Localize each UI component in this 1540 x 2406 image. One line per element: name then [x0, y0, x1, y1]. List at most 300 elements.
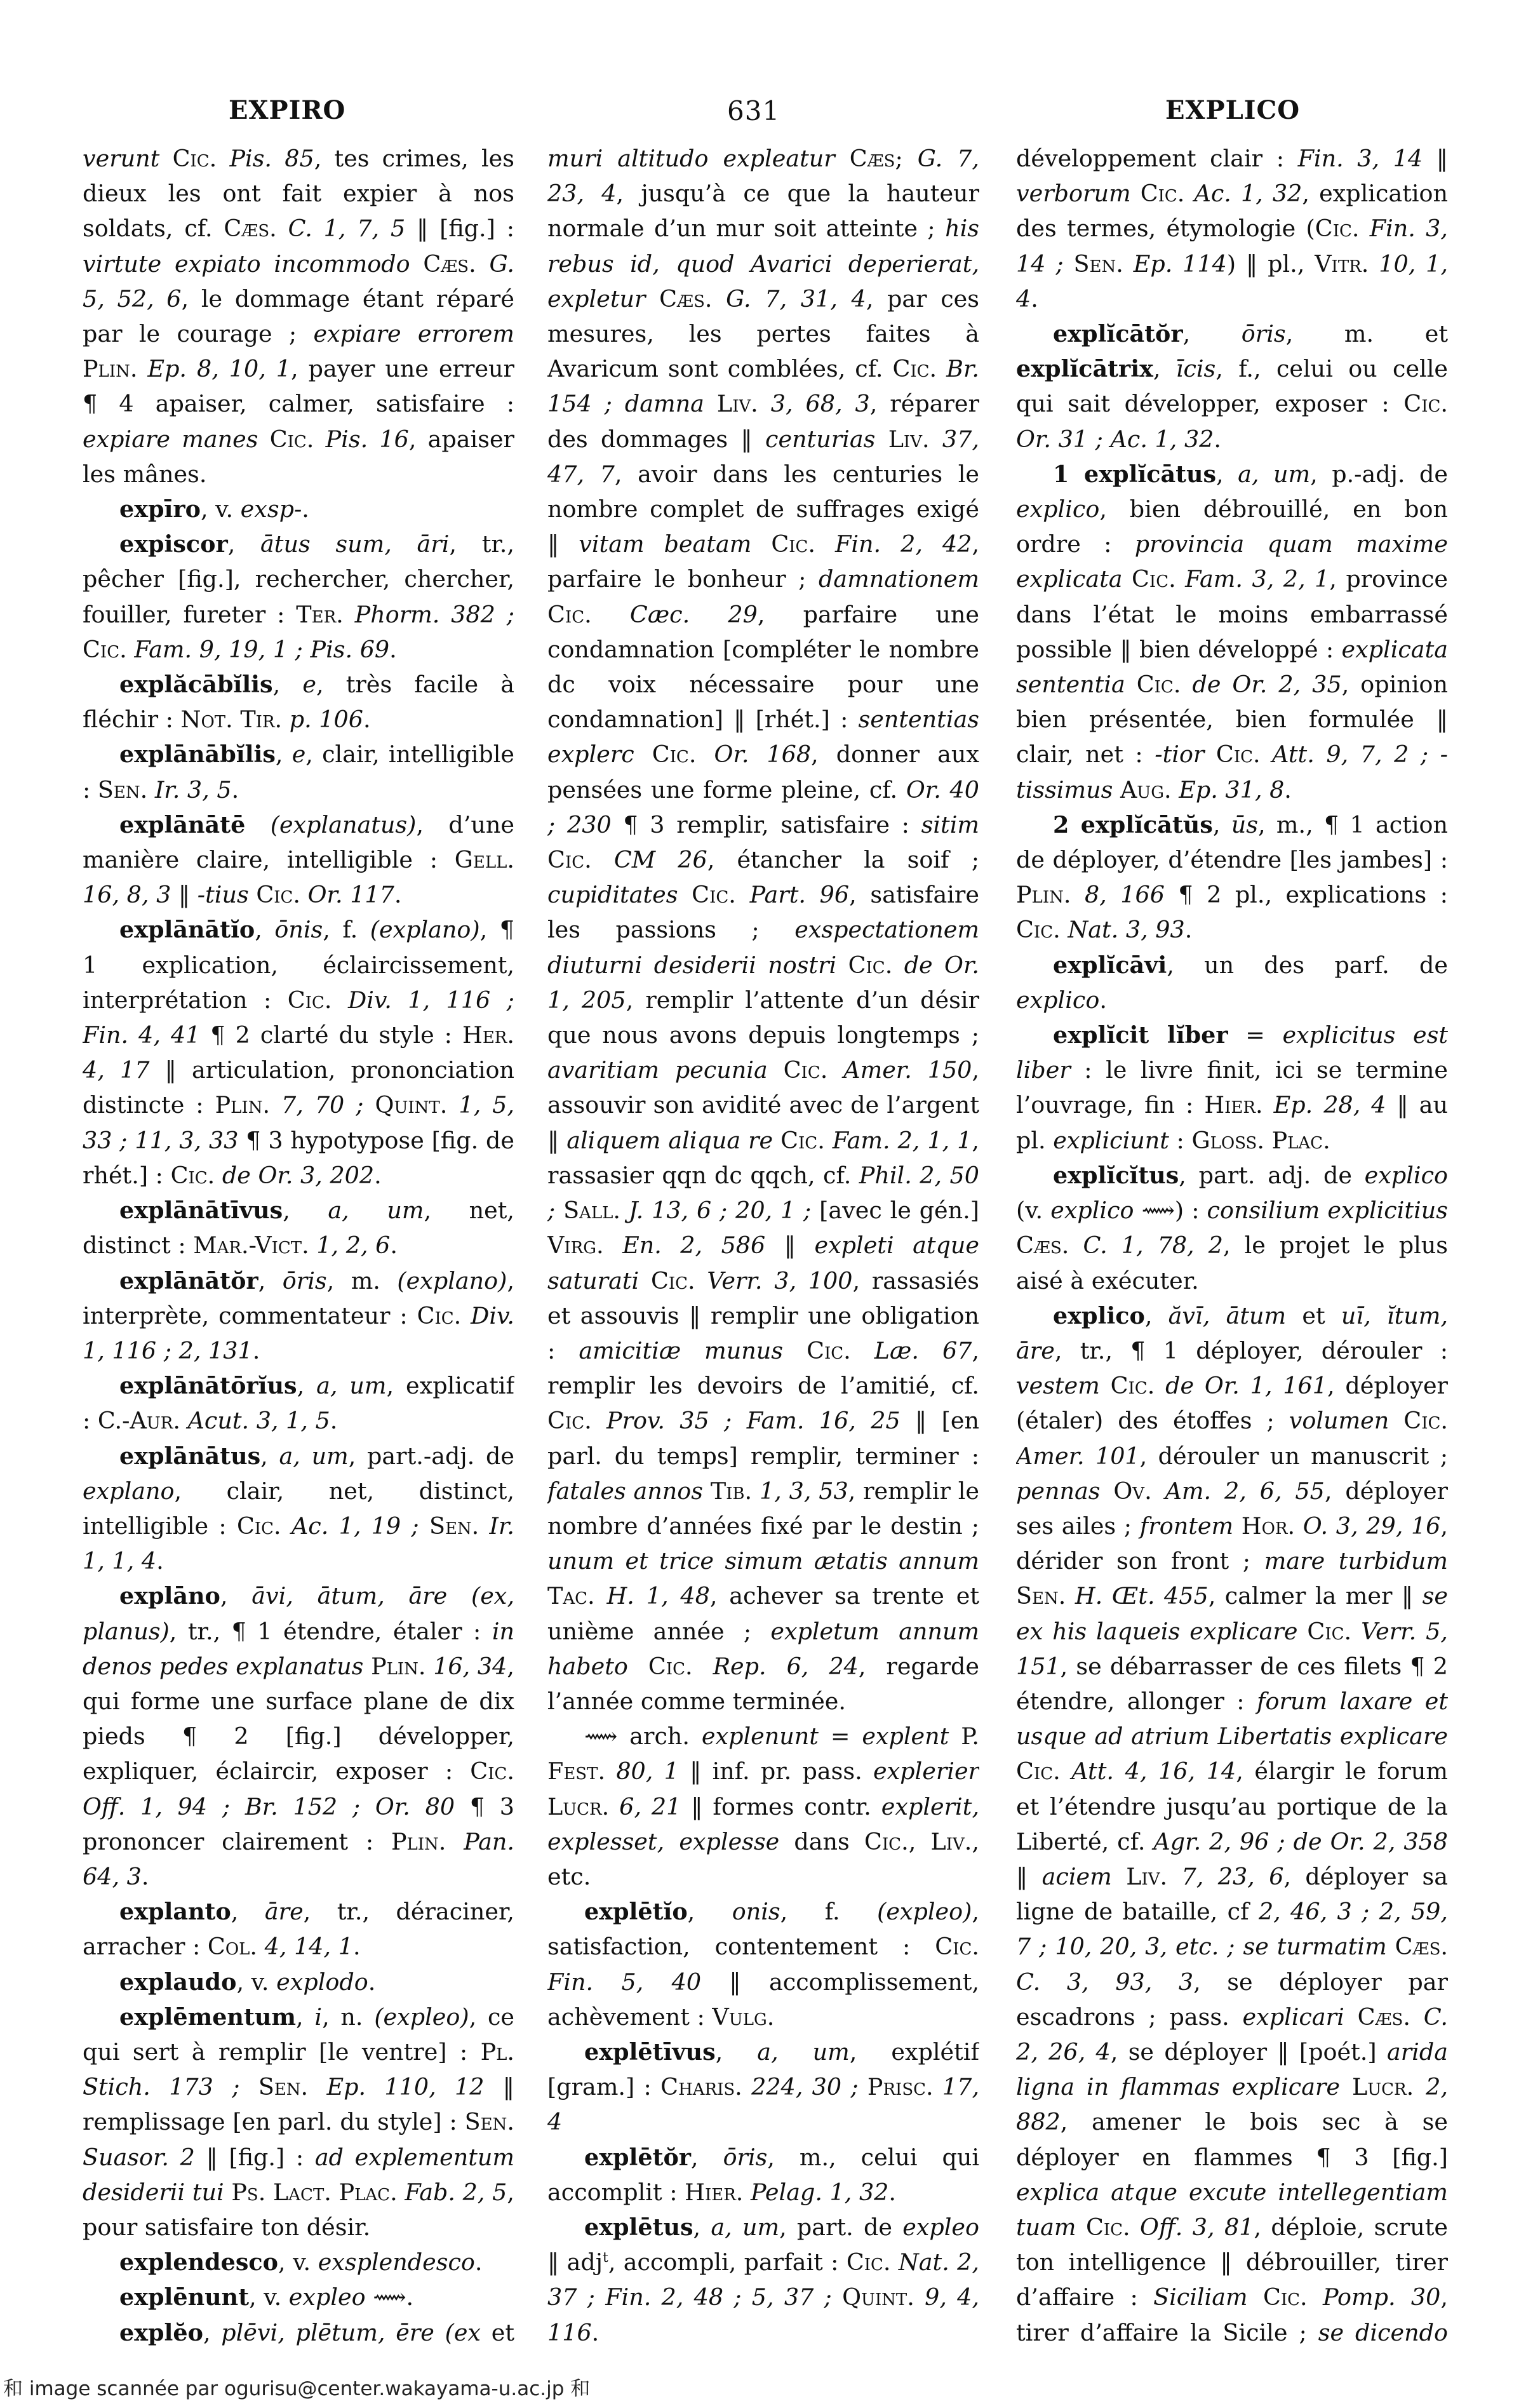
italic-text: 9, 4, 116 [547, 2283, 979, 2346]
headword: explānātīvus [119, 1197, 283, 1225]
entry-text [1340, 2073, 1352, 2100]
entry-text: , élargir le forum et l’étendre jusqu’au portique de la Liberté, cf. [1016, 1757, 1448, 1855]
entry-text: ) ‖ pl., [1226, 250, 1315, 278]
author-abbrev: Vitr. [1315, 250, 1369, 278]
entry-text: et [1286, 1301, 1341, 1329]
italic-text: expiare manes [83, 425, 258, 453]
author-abbrev: Cic. [848, 951, 893, 979]
entry-text [1389, 1407, 1403, 1434]
entry-text: , [220, 1582, 252, 1610]
author-abbrev: Cic. [1110, 1372, 1155, 1400]
italic-text: Suasor. 2 [83, 2143, 195, 2171]
italic-text: ūs [1231, 810, 1258, 838]
entry-text: , [272, 671, 303, 699]
entry-text: , part. de [779, 2213, 903, 2241]
running-head-right: EXPLICO [1165, 95, 1301, 125]
entry-text [758, 390, 771, 417]
author-abbrev: C.-Aur. [97, 1407, 180, 1435]
italic-text: explano [83, 1477, 175, 1505]
author-abbrev: Lucr. [1351, 2073, 1414, 2101]
author-abbrev: Cic. [935, 1933, 979, 1961]
italic-text: C. 1, 7, 5 [288, 215, 406, 243]
entry-text: , déployer sa ligne de bataille, cf [1016, 1862, 1448, 1926]
entry-text: , [1153, 355, 1176, 383]
entry-text [645, 285, 659, 313]
author-abbrev: P. Fest. [547, 1723, 979, 1785]
italic-text: Fin. 3, 14 [1297, 145, 1423, 172]
author-abbrev: Cæs. [1357, 2003, 1410, 2031]
entry-text [461, 1302, 471, 1329]
italic-text: Pis. 85 [229, 145, 314, 172]
entry-text [736, 881, 750, 908]
entry-text [703, 1477, 711, 1505]
entry-text [1233, 1512, 1242, 1540]
entry-text: dans [779, 1827, 864, 1855]
entry-text: ‖ inf. pr. pass. [678, 1757, 873, 1785]
italic-text: 7, 23, 6 [1181, 1862, 1284, 1890]
italic-text: āre [264, 1898, 304, 1926]
dictionary-entry [83, 1965, 514, 1999]
author-abbrev: Mar.-Vict. [193, 1232, 309, 1260]
dictionary-entry [1016, 807, 1448, 948]
italic-text: Or. 168 [714, 741, 812, 769]
entry-text: , un des parf. de [1167, 951, 1448, 979]
author-abbrev: Plin. [1016, 881, 1071, 909]
entry-text: , bien débrouillé, en bon ordre : [1016, 495, 1448, 558]
italic-text: C. 3, 93, 3 [1016, 1968, 1194, 1996]
entry-text: ¶ 2 pl., explications : [1164, 881, 1448, 909]
entry-text: , se déployer ‖ [poét.] [1110, 2038, 1387, 2066]
entry-text: , regarde l’année comme terminée. [547, 1652, 979, 1715]
entry-text: , m., celui qui accomplit : [547, 2143, 979, 2206]
author-abbrev: Plin. [371, 1652, 426, 1680]
entry-text: , par ces mesures, les pertes faites à Avaricum sont comblées, cf. [547, 285, 979, 383]
italic-text: fatales annos [547, 1477, 703, 1505]
entry-text: , [283, 1197, 328, 1225]
entry-text: , le projet le plus aisé à exécuter. [1016, 1232, 1448, 1294]
entry-text: , [260, 1442, 279, 1470]
entry-text [270, 1091, 281, 1119]
headword: 2 explĭcātŭs [1053, 810, 1213, 838]
italic-text: explicari [1242, 2003, 1344, 2031]
author-abbrev: Charis. [660, 2073, 742, 2101]
dictionary-entry [1016, 316, 1448, 457]
entry-text: . [352, 1933, 361, 1961]
author-abbrev: Hier. [685, 2178, 744, 2206]
entry-text [159, 145, 172, 172]
author-abbrev: Cic. [652, 741, 697, 769]
author-abbrev: Not. Tir. [180, 706, 283, 734]
entry-text: , achever sa trente et unième année ; [547, 1582, 979, 1645]
entry-text [446, 1828, 464, 1855]
author-abbrev: Her. [462, 1021, 514, 1049]
italic-text: 10, 1, 4 [1016, 250, 1448, 313]
italic-text: consilium explicitius [1207, 1197, 1448, 1225]
entry-text [851, 1337, 874, 1364]
author-abbrev: Cic. [269, 425, 314, 453]
italic-text: a, um [316, 1372, 387, 1400]
dictionary-entry [547, 1894, 979, 2034]
entry-text: , tirer d’affaire la Sicile ; [1016, 2283, 1448, 2346]
italic-text: expleo [902, 2213, 979, 2241]
italic-text: explico [1016, 986, 1100, 1014]
entry-text: , [203, 2318, 222, 2346]
entry-text: , [231, 1898, 265, 1926]
entry-text: , clair, net, distinct, intelligible : [83, 1477, 514, 1540]
italic-text: expliciunt [1053, 1126, 1169, 1154]
entry-text [410, 250, 424, 278]
entry-text: . [1284, 776, 1292, 803]
entry-text [282, 706, 290, 733]
entry-text [137, 355, 147, 382]
entry-text: ‖ [1423, 145, 1448, 172]
entry-text [903, 145, 918, 172]
dictionary-entry [83, 527, 514, 667]
italic-text: 17, 4 [547, 2073, 979, 2136]
entry-text [180, 1407, 188, 1434]
italic-text: Ep. 31, 8 [1179, 776, 1285, 803]
dictionary-column-3 [1016, 141, 1448, 2351]
italic-text: e [291, 741, 306, 769]
italic-text: (explanatus) [270, 810, 417, 838]
headword: explanto [119, 1898, 231, 1926]
author-abbrev: Cæs. [224, 215, 277, 243]
author-abbrev: Cic. [547, 846, 592, 874]
entry-text [1123, 250, 1134, 278]
author-abbrev: Cic. [650, 1267, 695, 1294]
headword: explĭcātrix [1016, 355, 1153, 383]
italic-text: Or. 117 [307, 881, 394, 909]
italic-text: his rebus id, quod Avarici deperierat, expletur [547, 215, 979, 313]
author-abbrev: Sen. [1016, 1582, 1066, 1610]
entry-text: . [1214, 425, 1221, 453]
italic-text: ōris [282, 1267, 327, 1294]
author-abbrev: Cic. [1085, 2213, 1130, 2241]
italic-text: muri altitudo expleatur [547, 145, 835, 172]
italic-text: Verr. 5, 151 [1016, 1617, 1448, 1680]
italic-text: expiare errorem [313, 320, 514, 348]
italic-text: Part. 96 [749, 881, 850, 909]
author-abbrev: Virg. [547, 1232, 604, 1260]
headword: explaudo [119, 1968, 237, 1996]
entry-text: , v. [249, 2283, 289, 2311]
author-abbrev: Plin. [83, 355, 138, 383]
dictionary-entry [83, 737, 514, 807]
italic-text: 8, 166 [1084, 881, 1165, 909]
entry-text: , remplir l’attente d’un désir que nous avons depuis longtemps ; [547, 986, 979, 1049]
entry-text: , apaiser les mânes. [83, 425, 514, 488]
entry-text: , tr., ¶ 1 déployer, dérouler : [1054, 1336, 1448, 1364]
author-abbrev: Cic. [807, 1336, 851, 1364]
entry-text: , déployer ses ailes ; [1016, 1477, 1448, 1540]
entry-text [752, 1477, 760, 1505]
entry-text [634, 741, 652, 768]
author-abbrev: Cic. [1307, 1617, 1352, 1645]
italic-text: amicitiæ munus [579, 1336, 784, 1364]
italic-text: ōris [723, 2143, 768, 2171]
entry-text: ⟿. [365, 2283, 414, 2311]
italic-text: de Or. 1, 205 [547, 951, 979, 1014]
italic-text: expleo [288, 2283, 366, 2311]
author-abbrev: Lucr. [547, 1792, 610, 1820]
entry-text: . [231, 776, 239, 803]
italic-text: vitam beatam [579, 530, 752, 558]
entry-continuation [547, 141, 979, 1719]
entry-text [479, 1512, 489, 1540]
dictionary-entry [547, 1719, 979, 1894]
italic-text: 2, 46, 3 ; 2, 59, 7 ; 10, 20, 3, etc. ; se turmatim [1016, 1898, 1448, 1961]
dictionary-entry [547, 2140, 979, 2210]
italic-text: (expleo) [877, 1898, 972, 1926]
entry-text: , [715, 2038, 758, 2066]
italic-text: uī, ĭtum, āre [1016, 1301, 1448, 1364]
entry-text: , m. et [1285, 320, 1448, 348]
entry-text: ⟿) : [1134, 1197, 1207, 1225]
italic-text: aliquem aliqua re [566, 1126, 773, 1154]
dictionary-entry [83, 2245, 514, 2280]
italic-text: Fin. 2, 42 [835, 530, 972, 558]
italic-text: de Or. 1, 161 [1165, 1372, 1327, 1400]
entry-text: ‖ [fig.] : [405, 215, 514, 243]
entry-text [773, 1127, 780, 1154]
entry-text [609, 1793, 619, 1820]
dictionary-entry [83, 807, 514, 913]
entry-text: , [693, 2213, 711, 2241]
entry-text: , remplir les devoirs de l’amitié, cf. [547, 1336, 979, 1400]
italic-text: explico [1364, 1161, 1448, 1189]
dictionary-entry [83, 1193, 514, 1263]
italic-text: 4, 17 [83, 1056, 150, 1084]
entry-text: ¶ 3 hypotypose [fig. de rhét.] : [83, 1126, 514, 1189]
entry-text: , net, distinct : [83, 1197, 514, 1260]
entry-text: ‖ remplissage [en parl. du style] : [83, 2073, 514, 2136]
entry-text: . [888, 2178, 897, 2206]
entry-text [620, 1197, 629, 1224]
entry-text: ‖ accomplissement, achèvement : [547, 1968, 979, 2031]
entry-text: , [687, 1898, 732, 1926]
entry-text: , opinion bien présentée, bien formulée ‖ clair, net : [1016, 671, 1448, 769]
entry-text [217, 145, 229, 172]
italic-text: se ex his laqueis explicare [1016, 1582, 1448, 1645]
author-abbrev: Cic. [1136, 671, 1181, 699]
entry-text [704, 390, 717, 417]
entry-text: , explication des termes, étymologie ( [1016, 180, 1448, 243]
italic-text: verunt [83, 145, 160, 172]
entry-text [309, 1232, 317, 1259]
italic-text: Siciliam [1153, 2283, 1248, 2311]
italic-text: H. Œt. 455 [1075, 1582, 1209, 1610]
entry-text [875, 426, 888, 453]
italic-text: G. 5, 52, 6 [83, 250, 514, 313]
italic-text: īcis [1175, 355, 1216, 383]
entry-text [815, 530, 835, 558]
dictionary-entry [547, 2350, 979, 2351]
entry-text [1351, 1618, 1361, 1645]
entry-text: , part.-adj. de [348, 1442, 514, 1470]
entry-text: , très facile à fléchir : [83, 671, 514, 734]
entry-text [914, 2283, 925, 2311]
italic-text: de Or. 3, 202 [222, 1161, 375, 1189]
entry-text: [avec le gén.] [811, 1197, 979, 1225]
entry-text: , [275, 741, 292, 769]
headword: explānābĭlis [119, 741, 276, 769]
headword: explăcābĭlis [119, 671, 273, 699]
entry-text: , v. [200, 495, 241, 523]
italic-text: C. 2, 26, 4 [1016, 2003, 1448, 2066]
entry-text: , déploie, scrute ton intelligence ‖ débrouiller, tirer d’affaire : [1016, 2213, 1448, 2311]
italic-text: Ir. 1, 1, 4 [83, 1512, 514, 1575]
italic-text: explico [1050, 1197, 1134, 1225]
author-abbrev: Plin. [215, 1091, 271, 1119]
italic-text: 224, 30 ; [751, 2073, 867, 2101]
entry-text: ‖ articulation, prononciation distincte : [83, 1056, 514, 1119]
italic-text: Verr. 3, 100 [707, 1267, 853, 1294]
italic-text: J. 13, 6 ; 20, 1 ; [628, 1197, 812, 1225]
author-abbrev: Cic. [170, 1161, 215, 1189]
italic-text: explenunt = explent [701, 1723, 949, 1751]
entry-text [127, 636, 135, 663]
italic-text: damnationem [818, 565, 979, 593]
italic-text: 7, 70 ; [281, 1091, 375, 1119]
headword: explānātōrĭus [119, 1372, 297, 1400]
entry-text [592, 601, 630, 628]
entry-text [281, 1512, 291, 1540]
dictionary-entry [83, 667, 514, 737]
italic-text: a, um [757, 2038, 850, 2066]
author-abbrev: Tib. [710, 1477, 753, 1505]
entry-text: , [908, 1827, 931, 1855]
italic-text: expletum annum habeto [547, 1617, 979, 1680]
entry-text: , accompli, parfait : [608, 2248, 847, 2276]
italic-text: Fin. 3, 14 ; [1016, 215, 1448, 278]
author-abbrev: Cic. [470, 1757, 514, 1785]
italic-text: 80, 1 [616, 1757, 679, 1785]
italic-text: mare turbidum [1264, 1547, 1448, 1575]
entry-text: , clair, intelligible : [83, 741, 514, 803]
entry-text [1125, 671, 1137, 698]
running-head-left: EXPIRO [229, 95, 346, 125]
entry-text: , déployer (étaler) des étoffes ; [1016, 1372, 1448, 1435]
entry-text [592, 1407, 606, 1434]
entry-text: , [691, 2143, 723, 2171]
author-abbrev: Quint. [375, 1091, 448, 1119]
italic-text: ōris [1241, 320, 1286, 348]
italic-text: de Or. 2, 35 [1192, 671, 1342, 699]
italic-text: provincia quam maxime explicata [1016, 530, 1448, 593]
entry-text: , [1212, 810, 1231, 838]
italic-text: ōnis [274, 916, 323, 944]
italic-text: C. 1, 78, 2 [1083, 1232, 1223, 1260]
italic-text: Att. 9, 7, 2 ; -tissimus [1016, 741, 1448, 803]
author-abbrev: Liv. [716, 390, 758, 418]
author-abbrev: Ps. Lact. Plac. [231, 2178, 398, 2206]
headword: explētŏr [584, 2143, 692, 2171]
italic-text: -tius [197, 881, 249, 909]
italic-text: Ep. 8, 10, 1 [147, 355, 291, 383]
entry-text: , parfaire une condamnation [compléter le nombre dc voix nécessaire pour une condamnation] ‖ [rhét.] : [547, 600, 979, 734]
author-abbrev: Pl. [480, 2038, 514, 2066]
italic-text: a, um [711, 2213, 780, 2241]
entry-text [693, 1653, 713, 1680]
entry-text: , f. [323, 916, 370, 944]
italic-text: Fam. 2, 1, 1 [832, 1126, 972, 1154]
entry-text [751, 530, 771, 558]
headword: expiscor [119, 530, 228, 558]
entry-text: ¶ 2 clarté du style : [200, 1021, 462, 1049]
author-abbrev: Cæs. [1395, 1933, 1448, 1961]
dictionary-entry [1016, 1158, 1448, 1298]
italic-text: explicitus est liber [1016, 1021, 1448, 1084]
author-abbrev: Cic. [1140, 180, 1185, 208]
italic-text: arida ligna in flammas explicare [1016, 2038, 1448, 2101]
entry-text [1181, 671, 1192, 698]
italic-text: vestem [1016, 1372, 1100, 1400]
entry-text [344, 601, 355, 628]
entry-text [1113, 776, 1120, 803]
entry-text: , explétif [gram.] : [547, 2038, 979, 2101]
italic-text: a, um [279, 1442, 349, 1470]
entry-text: , réparer des dommages ‖ [547, 390, 979, 453]
italic-text: (explano) [370, 916, 480, 944]
author-abbrev: Cic. [547, 600, 592, 628]
entry-text: ‖ [fig.] : [194, 2143, 315, 2171]
author-abbrev: Ter. [296, 600, 344, 628]
dictionary-entry [83, 1439, 514, 1579]
entry-text: , n. [322, 2003, 375, 2031]
entry-text: , qui forme une surface plane de dix pieds ¶ 2 [fig.] développer, expliquer, éclaircir, exposer : [83, 1652, 514, 1785]
author-abbrev: Sall. [563, 1197, 621, 1225]
entry-text: , [258, 1267, 283, 1294]
entry-text [695, 1267, 707, 1294]
dictionary-entry [83, 912, 514, 1193]
author-abbrev: Cæs. [659, 285, 713, 313]
dictionary-entry [83, 2315, 514, 2351]
entry-text [1112, 1863, 1126, 1890]
entry-text: ‖ au pl. [1016, 1091, 1448, 1154]
entry-text: , jusqu’à ce que la hauteur normale d’un mur soit atteinte ; [547, 180, 979, 243]
entry-text: , ce qui sert à remplir [le ventre] : [83, 2003, 514, 2066]
entry-text: , le dommage étant réparé par le courage ; [83, 285, 514, 348]
entry-text [930, 426, 942, 453]
entry-text [258, 426, 269, 453]
entry-text: , ¶ 1 explication, éclaircissement, interprétation : [83, 916, 514, 1014]
italic-text: exspectationem diuturni desiderii nostri [547, 916, 979, 979]
entry-text: , province dans l’état le moins embarrassé possible ‖ bien développé : [1016, 565, 1448, 663]
italic-text: Or. 40 ; 230 [547, 776, 979, 838]
entry-text [934, 2073, 942, 2100]
entry-text [639, 1267, 651, 1294]
entry-text: . [368, 1968, 376, 1996]
dictionary-entry [83, 492, 514, 527]
italic-text: 1, 3, 53 [759, 1477, 848, 1505]
italic-text: a, um [328, 1197, 424, 1225]
italic-text: Acut. 3, 1, 5 [187, 1407, 330, 1435]
entry-text: , interprète, commentateur : [83, 1267, 514, 1329]
entry-text: , rassasier qqn dc qqch, cf. [547, 1126, 979, 1189]
entry-text: . [474, 2248, 483, 2276]
entry-text [245, 811, 270, 838]
author-abbrev: Cic. [648, 1652, 693, 1680]
entry-text: : le livre finit, ici se termine l’ouvrage, fin : [1016, 1056, 1448, 1119]
entry-text: , pour satisfaire ton désir. [83, 2178, 514, 2241]
author-abbrev: Cic. [1215, 741, 1261, 769]
headword: explico [1053, 1301, 1145, 1329]
entry-text [1069, 1232, 1083, 1259]
author-abbrev: Cic. [1403, 390, 1448, 418]
entry-text [249, 881, 257, 908]
author-abbrev: Cic. [1315, 215, 1360, 243]
author-abbrev: Cic. [1132, 565, 1176, 593]
